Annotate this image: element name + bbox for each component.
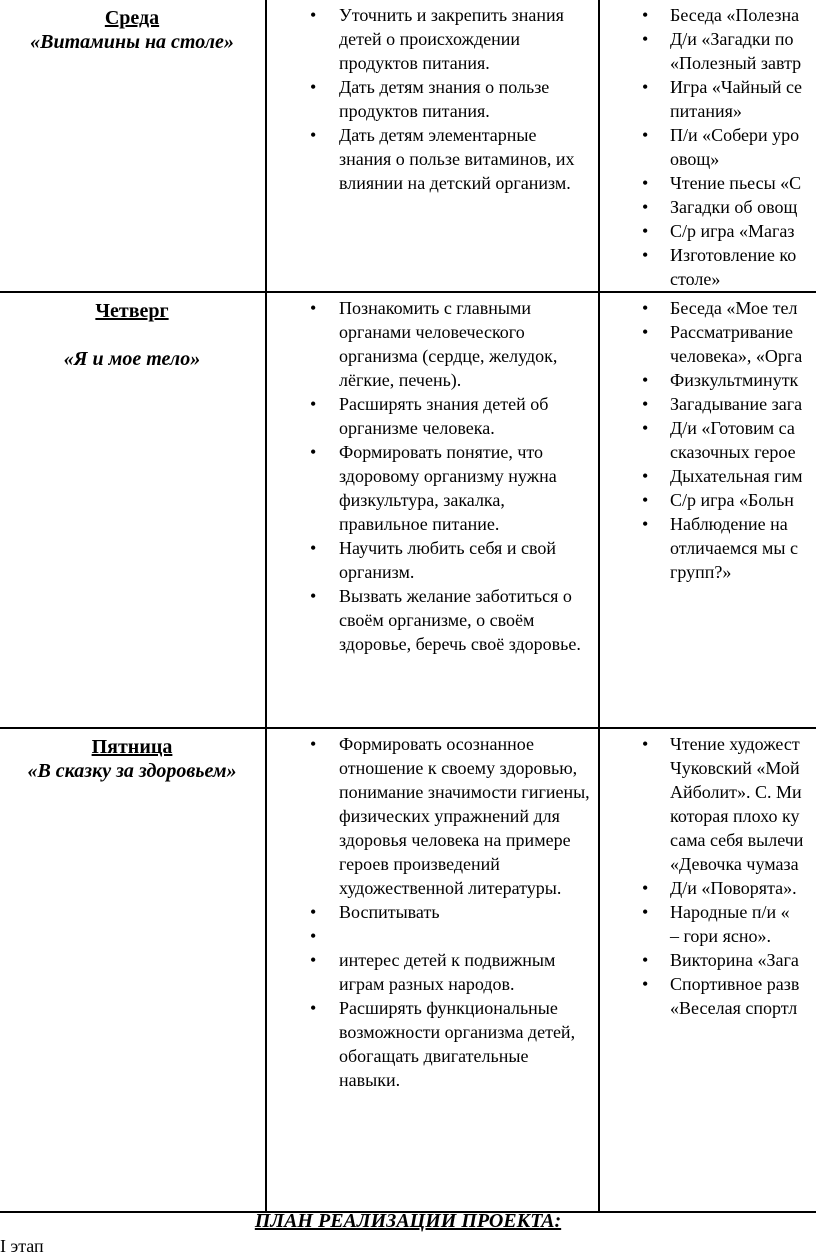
list-item: • Д/и «Поворята». — [600, 876, 816, 900]
activity-line: которая плохо ку — [670, 806, 800, 826]
list-item: • Беседа «Мое тел — [600, 296, 816, 320]
activities-cell — [599, 292, 816, 728]
activity-line: «Полезный завтр — [670, 53, 802, 73]
goals-cell — [266, 0, 599, 292]
activity-line: групп?» — [670, 562, 732, 582]
list-item — [600, 27, 816, 75]
day-theme: «В сказку за здоровьем» — [27, 760, 237, 782]
list-item: • Дыхательная гим — [600, 464, 816, 488]
list-item: • Расширять знания детей об организме человека. — [267, 392, 598, 440]
list-item: • Научить любить себя и свой организм. — [267, 536, 598, 584]
goals-list — [267, 0, 598, 195]
list-item: • Дать детям элементарные знания о пользе витаминов, их влиянии на детский организм. — [267, 123, 598, 195]
goals-list — [267, 729, 598, 1092]
activity-line: – гори ясно». — [670, 926, 771, 946]
list-item: • С/р игра «Магаз — [600, 219, 816, 243]
list-item: • С/р игра «Больн — [600, 488, 816, 512]
list-item — [600, 75, 816, 123]
goals-list — [267, 293, 598, 656]
list-item: • Чтение пьесы «С — [600, 171, 816, 195]
list-item — [600, 900, 816, 948]
activity-line: «Веселая спортл — [670, 998, 798, 1018]
activity-line: П/и «Собери уро — [670, 125, 800, 145]
activities-list — [600, 0, 816, 291]
day-cell — [0, 292, 266, 728]
activities-cell — [599, 728, 816, 1212]
list-item: • Викторина «Зага — [600, 948, 816, 972]
list-item — [600, 416, 816, 464]
table-row — [0, 728, 816, 1212]
section-heading: ПЛАН РЕАЛИЗАЦИИ ПРОЕКТА: — [254, 1210, 562, 1232]
activity-line: Спортивное разв — [670, 974, 800, 994]
activity-line: человека», «Орга — [670, 346, 803, 366]
goals-cell — [266, 292, 599, 728]
goals-cell — [266, 728, 599, 1212]
list-item: • Воспитывать — [267, 900, 598, 924]
activity-line: сказочных герое — [670, 442, 796, 462]
activities-list — [600, 293, 816, 584]
day-name: Четверг — [95, 300, 169, 322]
activity-line: отличаемся мы с — [670, 538, 798, 558]
day-cell — [0, 0, 266, 292]
activity-line: овощ» — [670, 149, 720, 169]
list-item: • Беседа «Полезна — [600, 3, 816, 27]
activity-line: Айболит». С. Ми — [670, 782, 802, 802]
list-item — [267, 924, 598, 948]
list-item — [600, 972, 816, 1020]
table-row — [0, 0, 816, 292]
activity-line: столе» — [670, 269, 721, 289]
list-item — [600, 243, 816, 291]
stage-label: I этап — [0, 1236, 44, 1256]
list-item: • Физкультминутк — [600, 368, 816, 392]
activities-cell — [599, 0, 816, 292]
activity-line: питания» — [670, 101, 742, 121]
activity-line: Рассматривание — [670, 322, 793, 342]
list-item: • Вызвать желание заботиться о своём организме, о своём здоровье, беречь своё здоровье. — [267, 584, 598, 656]
day-theme: «Витамины на столе» — [30, 31, 234, 53]
list-item: • интерес детей к подвижным играм разных народов. — [267, 948, 598, 996]
activity-line: Игра «Чайный сe — [670, 77, 803, 97]
list-item: • Дать детям знания о пользе продуктов питания. — [267, 75, 598, 123]
list-item — [600, 123, 816, 171]
list-item — [600, 732, 816, 876]
activity-line: Изготовление ко — [670, 245, 797, 265]
activities-list — [600, 729, 816, 1020]
day-theme: «Я и мое тело» — [63, 348, 201, 370]
list-item: • Загадки об овощ — [600, 195, 816, 219]
activity-line: Д/и «Готовим са — [670, 418, 795, 438]
list-item: • Расширять функциональные возможности организма детей, обогащать двигательные навыки. — [267, 996, 598, 1092]
list-item: • Загадывание зага — [600, 392, 816, 416]
list-item: • Познакомить с главными органами человеческого организма (сердце, желудок, лёгкие, печень). — [267, 296, 598, 392]
activity-line: Чтение художест — [670, 734, 800, 754]
activity-line: Д/и «Загадки по — [670, 29, 794, 49]
activity-line: Наблюдение на — [670, 514, 788, 534]
day-name: Пятница — [91, 736, 173, 758]
table-row — [0, 292, 816, 728]
list-item — [600, 512, 816, 584]
activity-line: Чуковский «Мой — [670, 758, 800, 778]
list-item: • Формировать понятие, что здоровому организму нужна физкультура, закалка, правильное питание. — [267, 440, 598, 536]
day-name: Среда — [104, 7, 160, 29]
list-item: • Формировать осознанное отношение к своему здоровью, понимание значимости гигиены, физических упражнений для здоровья человека на примере героев произведений художественной литературы. — [267, 732, 598, 900]
list-item — [600, 320, 816, 368]
activity-line: «Девочка чумаза — [670, 854, 799, 874]
activity-line: Народные п/и « — [670, 902, 790, 922]
list-item: • Уточнить и закрепить знания детей о происхождении продуктов питания. — [267, 3, 598, 75]
activity-line: сама себя вылечи — [670, 830, 804, 850]
day-cell — [0, 728, 266, 1212]
